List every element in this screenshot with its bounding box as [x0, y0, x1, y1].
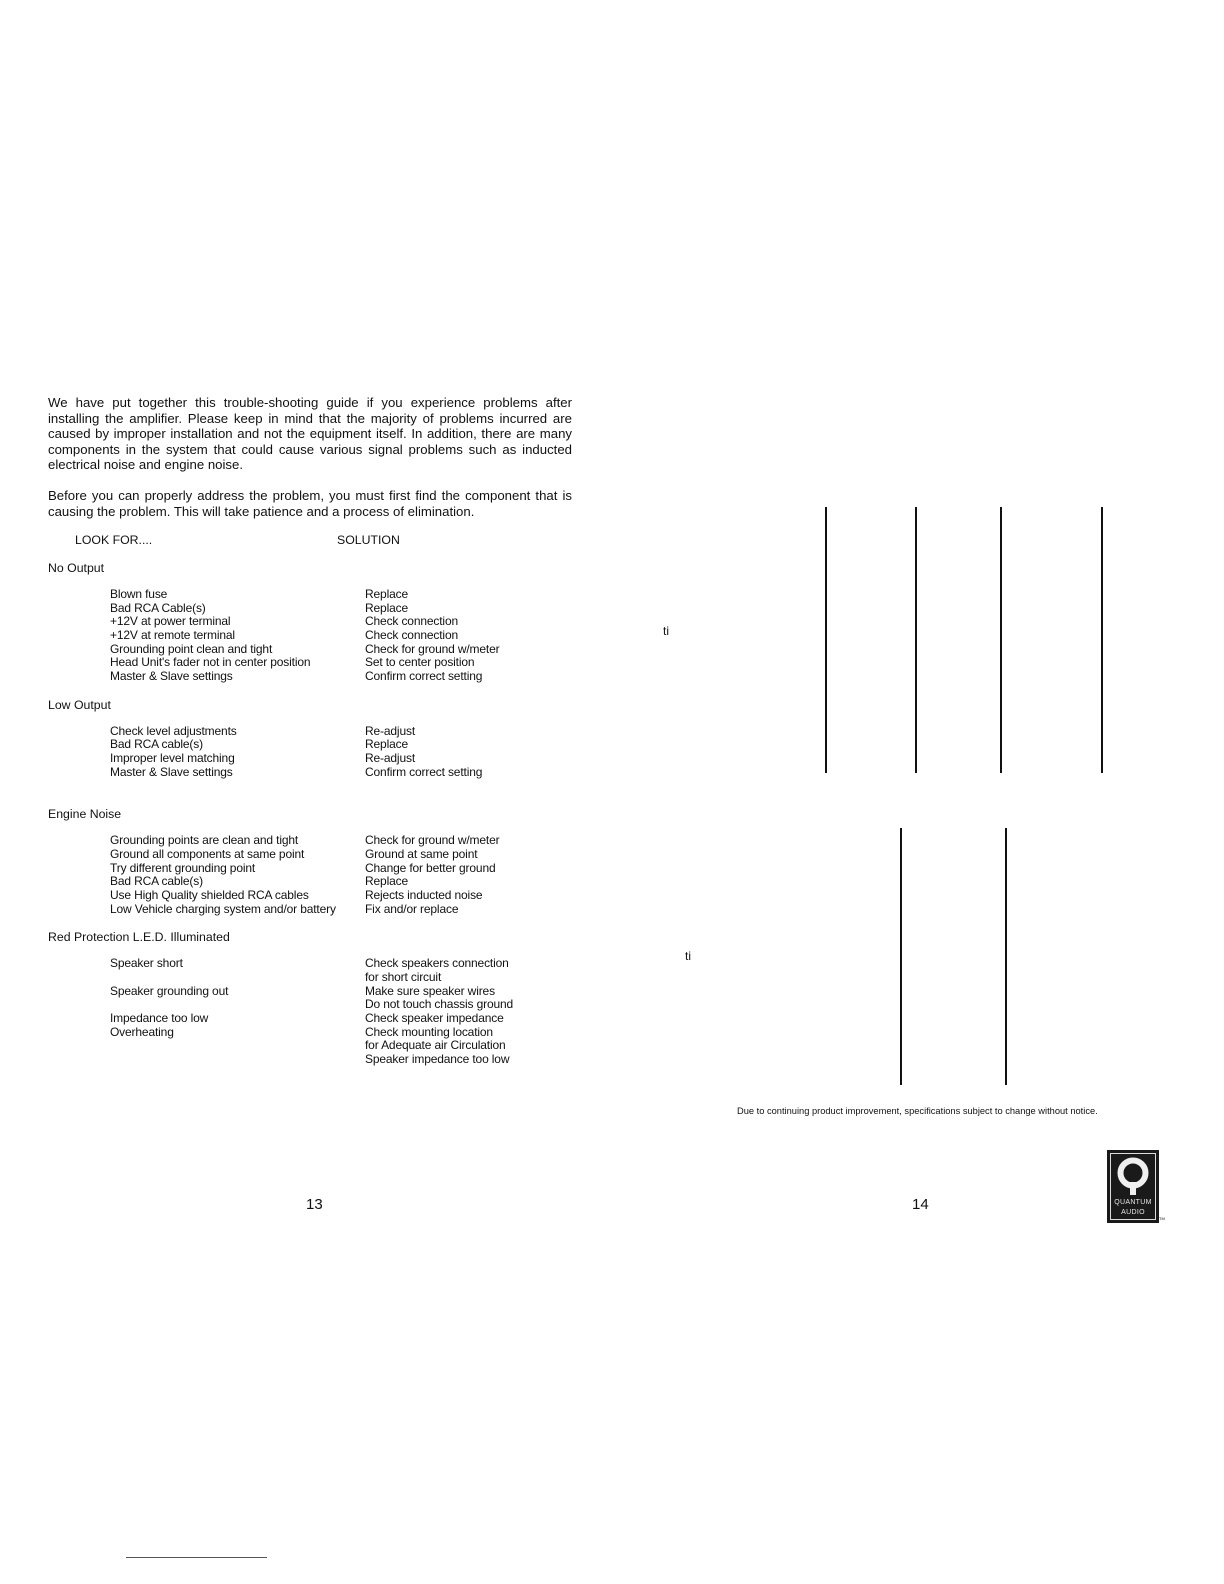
solution-cell: Check connection [365, 614, 458, 628]
problem-cell: Bad RCA cable(s) [110, 737, 203, 751]
solution-cell: for short circuit [365, 970, 442, 984]
problem-cell: Head Unit's fader not in center position [110, 655, 311, 669]
table-rule [915, 507, 917, 773]
logo-text-quantum: QUANTUM [1114, 1199, 1152, 1206]
problem-cell: Speaker grounding out [110, 984, 229, 998]
solution-cell: Check for ground w/meter [365, 642, 500, 656]
problem-cell: Speaker short [110, 956, 183, 970]
solution-cell: Change for better ground [365, 861, 496, 875]
solution-cell: Fix and/or replace [365, 902, 459, 916]
table-rule [1000, 507, 1002, 773]
intro-paragraph-1: We have put together this trouble-shooting guide if you experience problems after installing the amplifier. Please keep in mind that the majority of problems incurred are caused by improper installation and not the equipment itself. In addition, there are many components in the system that could cause various signal problems such as inducted electrical noise and engine noise. [48, 395, 572, 472]
problem-cell: Low Vehicle charging system and/or battery [110, 902, 336, 916]
link-underline [126, 1557, 267, 1558]
section-title-low-output: Low Output [48, 698, 111, 712]
page-number-left: 13 [306, 1196, 323, 1213]
section-title-no-output: No Output [48, 561, 105, 575]
problem-cell: Use High Quality shielded RCA cables [110, 888, 309, 902]
solution-cell: Replace [365, 874, 408, 888]
solution-cell: Check mounting location [365, 1025, 493, 1039]
problem-cell: Bad RCA cable(s) [110, 874, 203, 888]
solution-cell: Ground at same point [365, 847, 478, 861]
solution-cell: Rejects inducted noise [365, 888, 483, 902]
problem-cell: Blown fuse [110, 587, 168, 601]
solution-cell: Set to center position [365, 655, 475, 669]
table-rule [1005, 828, 1007, 1085]
stray-text: ti [663, 624, 669, 638]
problem-cell: Check level adjustments [110, 724, 237, 738]
section-title-engine-noise: Engine Noise [48, 807, 122, 821]
solution-cell: Confirm correct setting [365, 669, 483, 683]
problem-cell: Improper level matching [110, 751, 235, 765]
page-number-right: 14 [912, 1196, 929, 1213]
problem-cell: Grounding points are clean and tight [110, 833, 299, 847]
problem-cell: Master & Slave settings [110, 669, 233, 683]
solution-cell: Re-adjust [365, 751, 416, 765]
q-mark-icon [1115, 1156, 1151, 1196]
solution-cell: Check connection [365, 628, 458, 642]
quantum-audio-logo [1107, 1150, 1159, 1223]
problem-cell: Ground all components at same point [110, 847, 305, 861]
solution-cell: Check for ground w/meter [365, 833, 500, 847]
table-rule [825, 507, 827, 773]
solution-cell: Re-adjust [365, 724, 416, 738]
stray-text: ti [685, 949, 691, 963]
solution-cell: Do not touch chassis ground [365, 997, 514, 1011]
solution-cell: Check speaker impedance [365, 1011, 504, 1025]
solution-header: SOLUTION [337, 533, 400, 547]
problem-cell: Bad RCA Cable(s) [110, 601, 206, 615]
problem-cell: Try different grounding point [110, 861, 256, 875]
section-title-red-protection-led: Red Protection L.E.D. Illuminated [48, 930, 230, 944]
solution-cell: Speaker impedance too low [365, 1052, 510, 1066]
solution-cell: for Adequate air Circulation [365, 1038, 506, 1052]
problem-cell: +12V at remote terminal [110, 628, 235, 642]
problem-cell: Grounding point clean and tight [110, 642, 273, 656]
problem-cell: Impedance too low [110, 1011, 209, 1025]
solution-cell: Check speakers connection [365, 956, 509, 970]
specification-notice: Due to continuing product improvement, specifications subject to change without notice. [737, 1106, 1098, 1116]
look-for-header: LOOK FOR.... [75, 533, 153, 547]
trademark-symbol: TM [1159, 1216, 1165, 1221]
solution-cell: Confirm correct setting [365, 765, 483, 779]
solution-cell: Replace [365, 601, 408, 615]
table-rule [900, 828, 902, 1085]
solution-cell: Replace [365, 737, 408, 751]
solution-cell: Make sure speaker wires [365, 984, 495, 998]
table-rule [1101, 507, 1103, 773]
solution-cell: Replace [365, 587, 408, 601]
logo-text-audio: AUDIO [1121, 1209, 1145, 1216]
intro-paragraph-2: Before you can properly address the problem, you must first find the component that is causing the problem. This will take patience and a process of elimination. [48, 488, 572, 519]
problem-cell: +12V at power terminal [110, 614, 231, 628]
problem-cell: Overheating [110, 1025, 174, 1039]
problem-cell: Master & Slave settings [110, 765, 233, 779]
